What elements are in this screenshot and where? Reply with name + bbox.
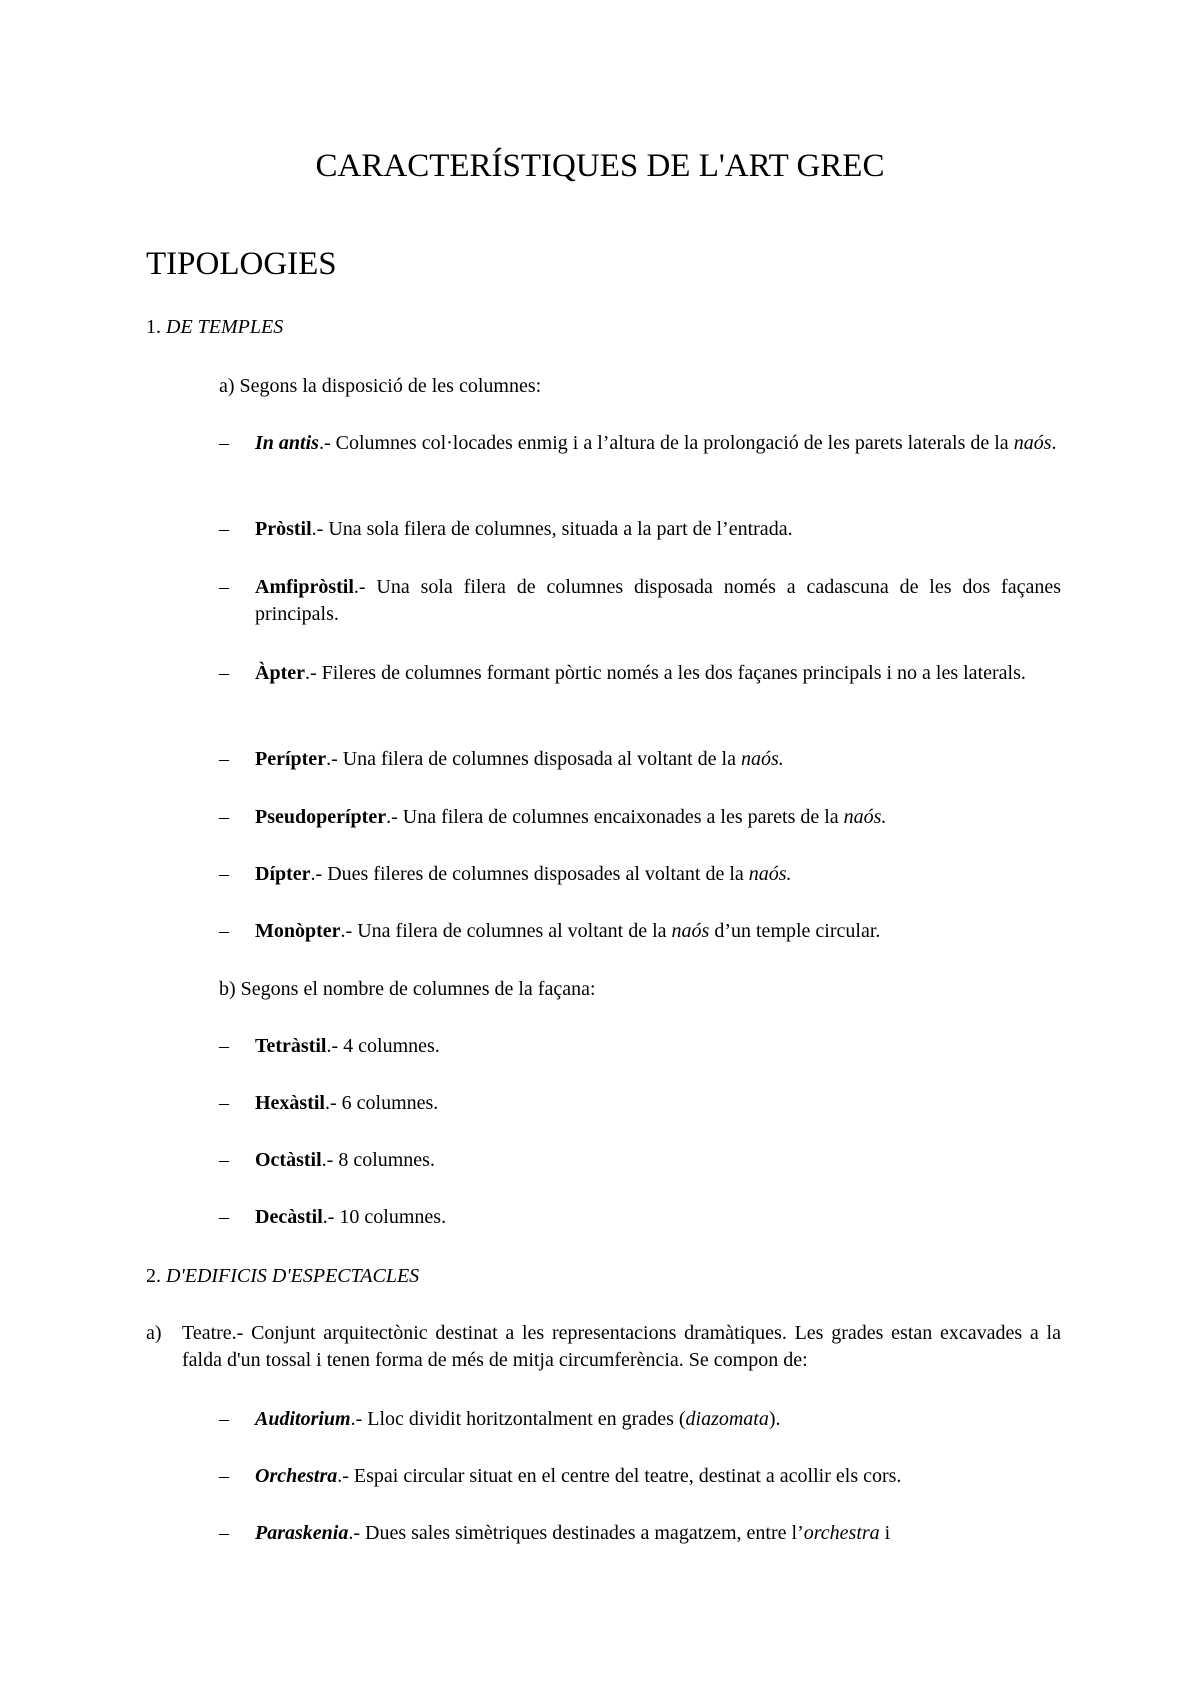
item-term: Paraskenia (255, 1522, 349, 1544)
teatre-part: . Se compon de: (678, 1349, 808, 1371)
item-italic: naós. (740, 748, 784, 770)
teatre-part: més de mitja circumferència (451, 1349, 679, 1371)
item-term: Octàstil (255, 1149, 322, 1171)
item-italic: naós (671, 920, 710, 942)
item-term: Àpter (255, 662, 305, 684)
list-item (219, 861, 1061, 888)
item-term: Dípter (255, 863, 311, 885)
item-definition: .- Fileres de columnes formant pòrtic només a les dos façanes principals i no a les laterals. (304, 662, 1026, 684)
list-item (219, 574, 1061, 628)
item-definition: .- Una filera de columnes disposada al voltant de la (326, 748, 741, 770)
list-item (219, 1463, 1061, 1490)
item-term: Orchestra (255, 1465, 338, 1487)
list-item (219, 746, 1061, 773)
item-term: In antis (255, 432, 319, 454)
item-term: Pseudoperípter (255, 806, 387, 828)
item-italic: naós (1013, 432, 1052, 454)
item-term: Pròstil (255, 518, 312, 540)
teatre-part: excavades a la falda d'un tossal (182, 1322, 1061, 1371)
item-definition: .- Una sola filera de columnes disposada només a cadascuna de les dos façanes principals. (255, 576, 1061, 625)
item-end: d’un temple circular. (709, 920, 881, 942)
dash-bullet: – (219, 1035, 229, 1057)
item-end: . (1051, 432, 1057, 454)
teatre-part: .- Conjunt arquitectònic (231, 1322, 436, 1344)
dash-bullet: – (219, 920, 229, 942)
list-item (219, 660, 1061, 687)
subsection-label: D'EDIFICIS D'ESPECTACLES (166, 1265, 420, 1287)
dash-bullet: – (219, 432, 229, 454)
teatre-part: forma (375, 1349, 423, 1371)
item-definition: .- Dues fileres de columnes disposades al voltant de la (310, 863, 749, 885)
teatre-part: . Les (781, 1322, 832, 1344)
teatre-part: grades (831, 1322, 884, 1344)
item-italic: diazomata (685, 1408, 769, 1430)
item-end: ). (768, 1408, 781, 1430)
subsection-espectacles (146, 1262, 419, 1290)
subsection-number: 2. (146, 1265, 161, 1287)
item-definition: .- 10 columnes. (322, 1206, 447, 1228)
item-end: i (879, 1522, 891, 1544)
dash-bullet: – (219, 806, 229, 828)
item-term: Auditorium (255, 1408, 351, 1430)
dash-bullet: – (219, 1092, 229, 1114)
section-heading: TIPOLOGIES (146, 246, 337, 282)
item-definition: .- Lloc dividit horitzontalment en grades ( (350, 1408, 686, 1430)
list-item (219, 1204, 1061, 1231)
dash-bullet: – (219, 863, 229, 885)
subsection-number: 1. (146, 316, 161, 338)
item-term: Monòpter (255, 920, 341, 942)
item-definition: .- Una filera de columnes encaixonades a les parets de la (386, 806, 844, 828)
dash-bullet: – (219, 576, 229, 598)
item-definition: .- Dues sales simètriques destinades a magatzem, entre l’ (348, 1522, 804, 1544)
teatre-part: de (422, 1349, 452, 1371)
page-title: CARACTERÍSTIQUES DE L'ART GREC (315, 148, 885, 184)
list-item (219, 1406, 1061, 1433)
teatre-part: Teatre (182, 1322, 232, 1344)
item-definition: .- 4 columnes. (326, 1035, 440, 1057)
dash-bullet: – (219, 662, 229, 684)
subsection-temples (146, 313, 283, 341)
list-item (219, 804, 1061, 831)
dash-bullet: – (219, 1465, 229, 1487)
item-definition: .- Columnes col·locades enmig i a l’altura de la prolongació de les parets laterals de la (318, 432, 1014, 454)
teatre-text (182, 1320, 1061, 1374)
teatre-paragraph (146, 1320, 1061, 1374)
item-term: Perípter (255, 748, 327, 770)
item-italic: naós. (843, 806, 887, 828)
dash-bullet: – (219, 748, 229, 770)
list-item (219, 1090, 1061, 1117)
item-definition: .- Espai circular situat en el centre del teatre, destinat a acollir els cors. (337, 1465, 902, 1487)
item-term: Hexàstil (255, 1092, 325, 1114)
teatre-part: destinat a les representacions dramàtiques (435, 1322, 782, 1344)
dash-bullet: – (219, 518, 229, 540)
item-definition: .- 6 columnes. (325, 1092, 439, 1114)
item-italic: orchestra (803, 1522, 880, 1544)
list-item (219, 1520, 1061, 1547)
dash-bullet: – (219, 1408, 229, 1430)
subsection-label: DE TEMPLES (166, 316, 284, 338)
list-item (219, 516, 1061, 543)
criteria-a-label: a) Segons la disposició de les columnes: (219, 375, 542, 397)
item-italic: naós. (748, 863, 792, 885)
item-definition: .- Una filera de columnes al voltant de la (340, 920, 672, 942)
teatre-part: estan (883, 1322, 941, 1344)
item-definition: .- 8 columnes. (321, 1149, 435, 1171)
item-term: Amfipròstil (255, 576, 354, 598)
criteria-b-label: b) Segons el nombre de columnes de la façana: (219, 978, 596, 1000)
dash-bullet: – (219, 1206, 229, 1228)
list-item (219, 1033, 1061, 1060)
teatre-part: i tenen (311, 1349, 376, 1371)
item-term: Tetràstil (255, 1035, 327, 1057)
list-item (219, 918, 1061, 945)
dash-bullet: – (219, 1522, 229, 1544)
paragraph-marker: a) (146, 1322, 162, 1344)
item-term: Decàstil (255, 1206, 323, 1228)
list-item (219, 430, 1061, 457)
list-item (219, 1147, 1061, 1174)
item-definition: .- Una sola filera de columnes, situada a la part de l’entrada. (311, 518, 793, 540)
dash-bullet: – (219, 1149, 229, 1171)
